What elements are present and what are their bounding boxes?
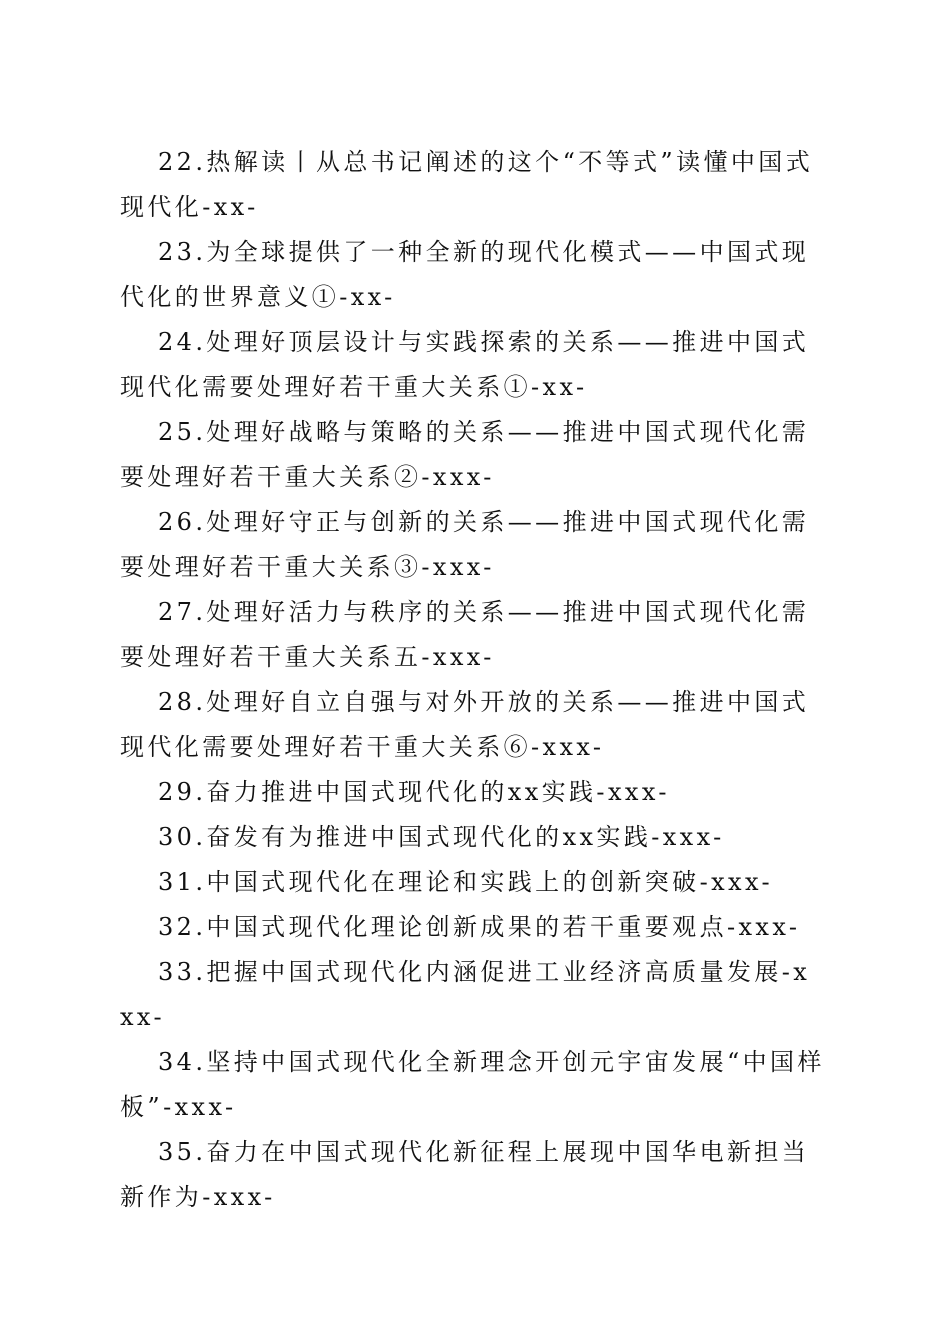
list-item: 32.中国式现代化理论创新成果的若干重要观点-xxx- [158,913,801,941]
list-item: 26.处理好守正与创新的关系——推进中国式现代化需要处理好若干重大关系③-xxx- [120,508,810,581]
list-item: 29.奋力推进中国式现代化的xx实践-xxx- [158,778,670,806]
list-item: 33.把握中国式现代化内涵促进工业经济高质量发展-xxx- [120,958,811,1031]
list-item: 30.奋发有为推进中国式现代化的xx实践-xxx- [158,823,725,851]
list-item: 27.处理好活力与秩序的关系——推进中国式现代化需要处理好若干重大关系五-xxx- [120,598,810,671]
list-item: 23.为全球提供了一种全新的现代化模式——中国式现代化的世界意义①-xx- [120,238,810,311]
list-item: 25.处理好战略与策略的关系——推进中国式现代化需要处理好若干重大关系②-xxx- [120,418,810,491]
document-body [120,140,826,1220]
list-item: 34.坚持中国式现代化全新理念开创元宇宙发展“中国样板”-xxx- [120,1048,825,1121]
list-item: 31.中国式现代化在理论和实践上的创新突破-xxx- [158,868,773,896]
list-item: 28.处理好自立自强与对外开放的关系——推进中国式现代化需要处理好若干重大关系⑥-xxx- [120,688,810,761]
list-item: 24.处理好顶层设计与实践探索的关系——推进中国式现代化需要处理好若干重大关系①-xx- [120,328,810,401]
list-item: 35.奋力在中国式现代化新征程上展现中国华电新担当新作为-xxx- [120,1138,810,1211]
list-item: 22.热解读丨从总书记阐述的这个“不等式”读懂中国式现代化-xx- [120,148,814,221]
